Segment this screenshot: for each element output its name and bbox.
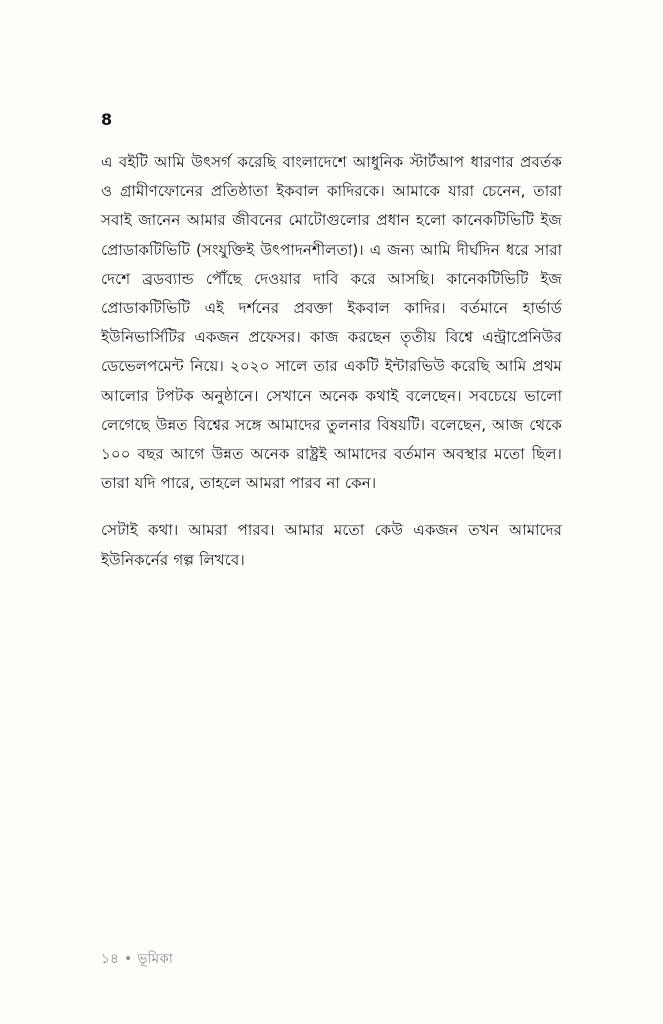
body-paragraph: এ বইটি আমি উৎসর্গ করেছি বাংলাদেশে আধুনিক স্টার্টআপ ধারণার প্রবর্তক ও গ্রামীণফোনের প্রতিষ্ঠাতা ইকবাল কাদিরকে। আমাকে যারা চেনেন, তারা সবাই জানেন আমার জীবনের মোটোগুলোর প্রধান হলো কানেকটিভিটি ইজ প্রোডাকটিভিটি (সংযুক্তিই উৎপাদনশীলতা)। এ জন্য আমি দীর্ঘদিন ধরে সারা দেশে ব্রডব্যান্ড পৌঁছে দেওয়ার দাবি করে আসছি। কানেকটিভিটি ইজ প্রোডাকটিভিটি এই দর্শনের প্রবক্তা ইকবাল কাদির। বর্তমানে হার্ভার্ড ইউনিভার্সিটির একজন প্রফেসর। কাজ করছেন তৃতীয় বিশ্বে এন্ট্রাপ্রেনিউর ডেভেলপমেন্ট নিয়ে। ২০২০ সালে তার একটি ইন্টারভিউ করেছি আমি প্রথম আলোর টপটক অনুষ্ঠানে। সেখানে অনেক কথাই বলেছেন। সবচেয়ে ভালো লেগেছে উন্নত বিশ্বের সঙ্গে আমাদের তুলনার বিষয়টি। বলেছেন, আজ থেকে ১০০ বছর আগে উন্নত অনেক রাষ্ট্রই আমাদের বর্তমান অবস্থার মতো ছিল। তারা যদি পারে, তাহলে আমরা পারব না কেন। — [101, 153, 562, 493]
page-footer — [101, 948, 173, 971]
section-number-heading: 8 — [101, 110, 113, 129]
footer-page-number: ১৪ — [101, 951, 120, 967]
body-paragraph: সেটাই কথা। আমরা পারব। আমার মতো কেউ একজন তখন আমাদের ইউনিকর্নের গল্প লিখবে। — [101, 521, 562, 569]
footer-chapter-label: ভূমিকা — [137, 951, 174, 967]
footer-separator-bullet: • — [124, 951, 133, 967]
text-column — [101, 112, 562, 575]
